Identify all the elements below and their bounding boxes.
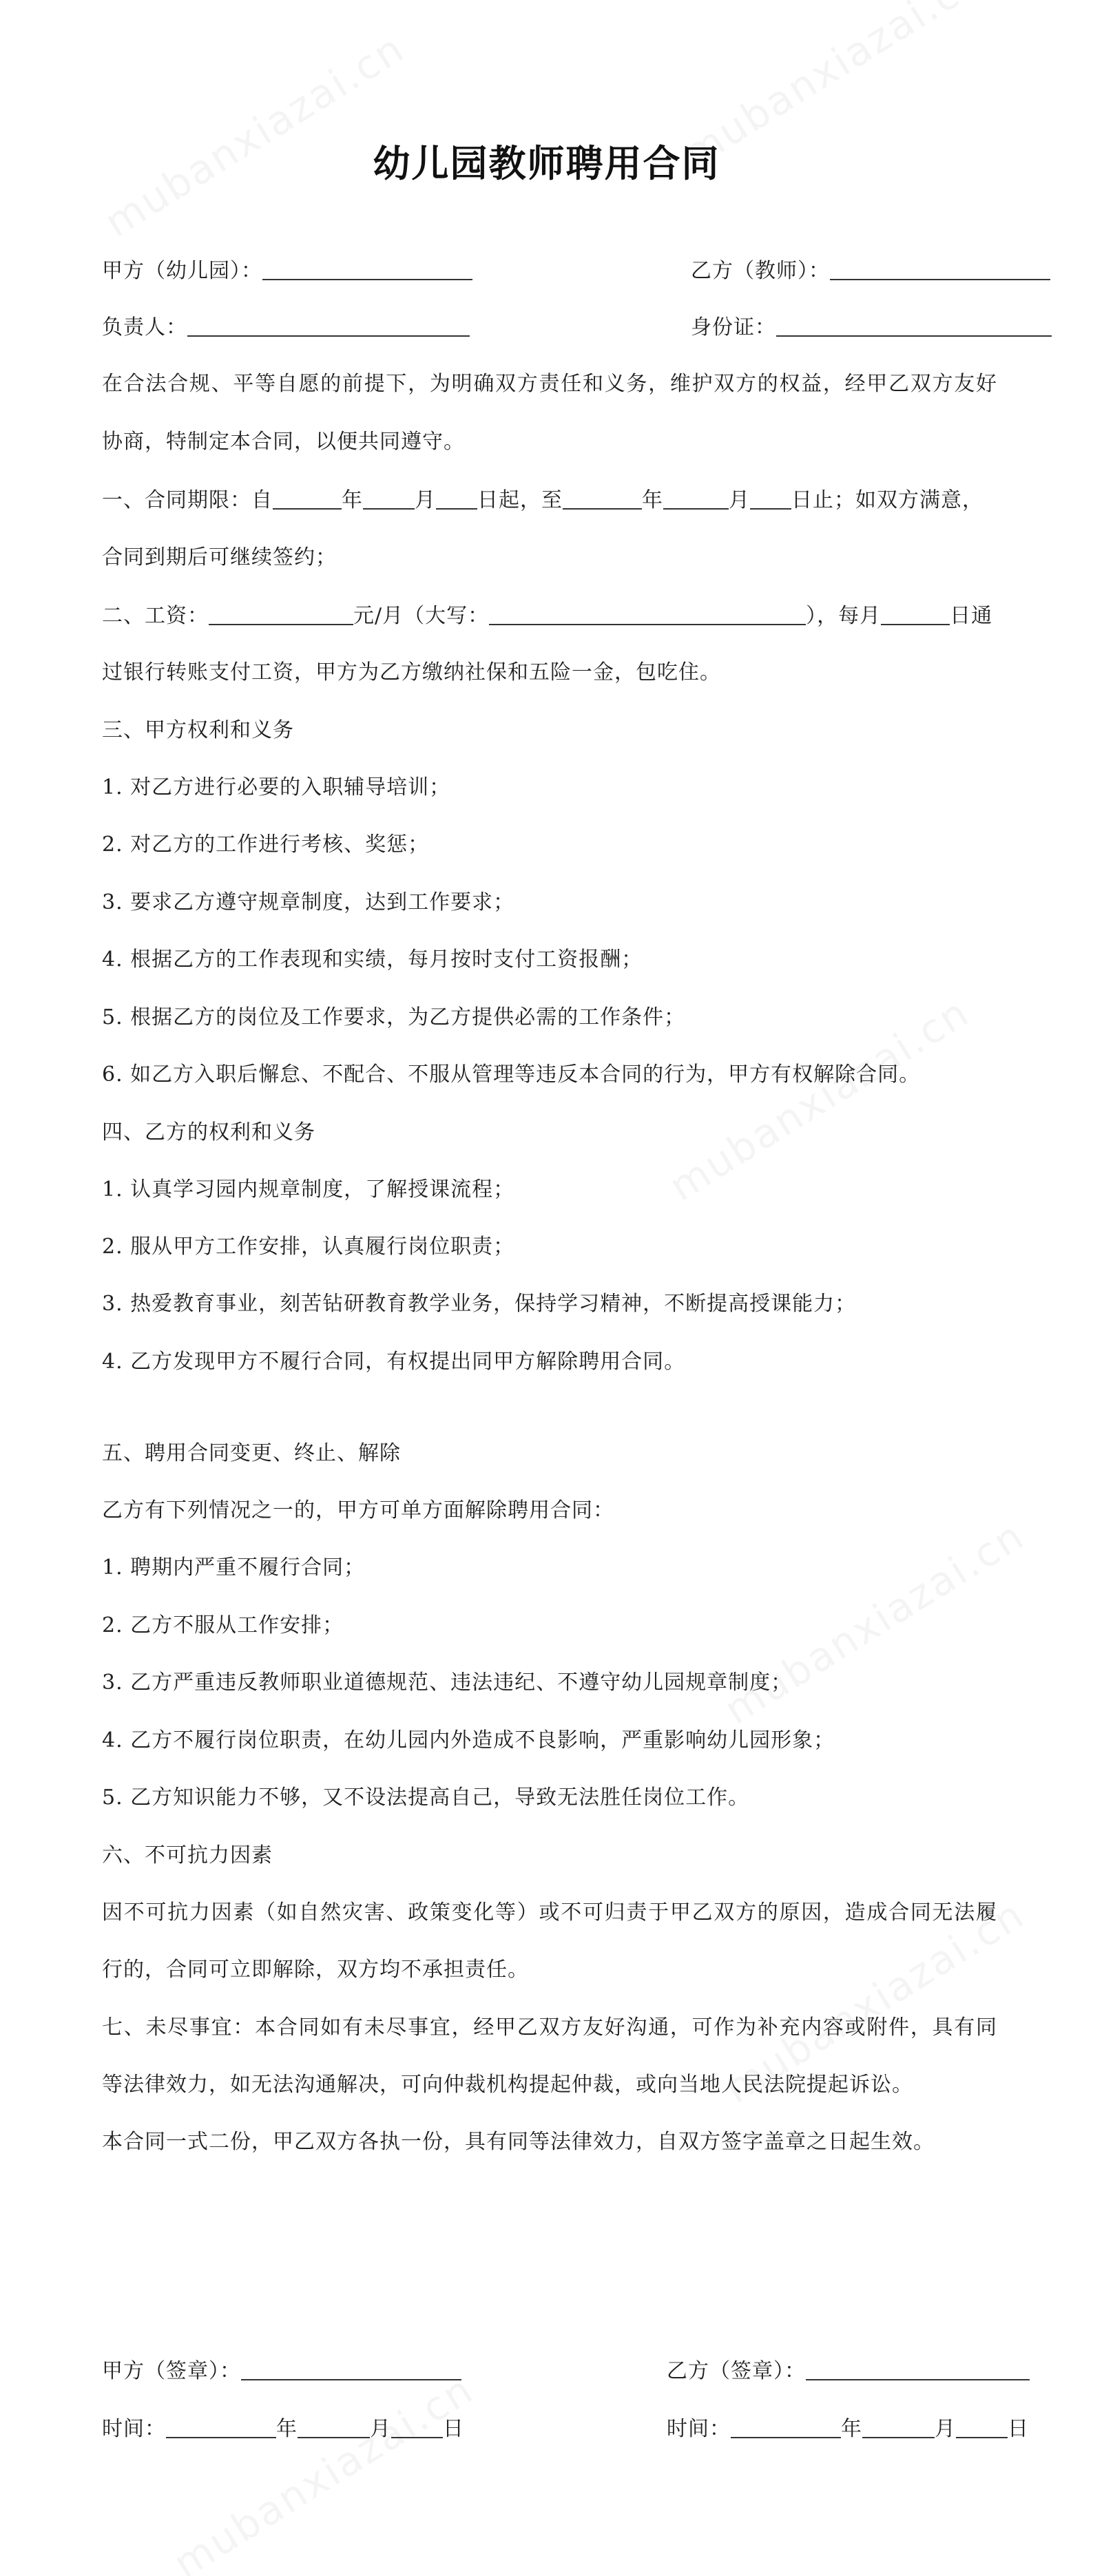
term-start-day-field[interactable] xyxy=(436,488,477,510)
term-start-month-field[interactable] xyxy=(363,488,415,510)
paragraph-line: 行的，合同可立即解除，双方均不承担责任。 xyxy=(102,1958,529,1982)
year-text: 年 xyxy=(841,2417,862,2441)
principal-label: 负责人： xyxy=(102,315,187,339)
list-item: 2. 服从甲方工作安排，认真履行岗位职责； xyxy=(102,1235,515,1259)
term-year-text: 年 xyxy=(642,488,663,512)
salary-unit-text: 元/月（大写： xyxy=(353,604,490,628)
term-month-text: 月 xyxy=(729,488,750,512)
year-text: 年 xyxy=(276,2417,298,2441)
id-group xyxy=(691,314,1052,342)
party-a-time-label: 时间： xyxy=(102,2417,166,2441)
principal-field[interactable] xyxy=(187,315,470,337)
party-a-month-field[interactable] xyxy=(298,2416,370,2438)
salary-uppercase-field[interactable] xyxy=(489,603,806,625)
party-b-month-field[interactable] xyxy=(862,2416,935,2438)
list-item: 3. 热爱教育事业，刻苦钻研教育教学业务，保持学习精神，不断提高授课能力； xyxy=(102,1292,857,1316)
party-b-time-label: 时间： xyxy=(667,2417,731,2441)
party-a-field[interactable] xyxy=(262,258,472,280)
list-item: 5. 根据乙方的岗位及工作要求，为乙方提供必需的工作条件； xyxy=(102,1005,686,1029)
list-item: 4. 乙方发现甲方不履行合同，有权提出同甲方解除聘用合同。 xyxy=(102,1350,686,1374)
party-b-date-group xyxy=(667,2416,1029,2443)
page-title: 幼儿园教师聘用合同 xyxy=(373,142,720,185)
salary-amount-field[interactable] xyxy=(209,603,353,625)
date-row xyxy=(102,2416,1029,2443)
month-text: 月 xyxy=(370,2417,391,2441)
paragraph-line: 等法律效力，如无法沟通解决，可向仲裁机构提起仲裁，或向当地人民法院提起诉讼。 xyxy=(102,2073,913,2097)
term-line: 合同到期后可继续签约； xyxy=(102,545,337,569)
party-b-day-field[interactable] xyxy=(956,2416,1008,2438)
term-label: 一、合同期限：自 xyxy=(102,488,273,512)
party-b-year-field[interactable] xyxy=(731,2416,841,2438)
salary-day-field[interactable] xyxy=(881,603,950,625)
paragraph-line: 因不可抗力因素（如自然灾害、政策变化等）或不可归责于甲乙双方的原因，造成合同无法履 xyxy=(102,1900,997,1925)
id-field[interactable] xyxy=(776,315,1052,337)
month-text: 月 xyxy=(935,2417,956,2441)
party-b-label: 乙方（教师）： xyxy=(691,259,830,283)
closing-statement: 本合同一式二份，甲乙双方各执一份，具有同等法律效力，自双方签字盖章之日起生效。 xyxy=(102,2130,935,2154)
list-item: 2. 乙方不服从工作安排； xyxy=(102,1613,344,1637)
party-b-sign-group xyxy=(667,2358,1030,2385)
party-a-year-field[interactable] xyxy=(166,2416,276,2438)
party-a-label: 甲方（幼儿园）： xyxy=(102,259,262,283)
party-b-sign-label: 乙方（签章）： xyxy=(667,2359,806,2383)
list-item: 6. 如乙方入职后懈怠、不配合、不服从管理等违反本合同的行为，甲方有权解除合同。 xyxy=(102,1062,921,1087)
list-item: 1. 聘期内严重不履行合同； xyxy=(102,1556,366,1580)
term-year-text: 年 xyxy=(342,488,363,512)
party-a-sign-label: 甲方（签章）： xyxy=(102,2359,241,2383)
salary-payday-text: ），每月 xyxy=(806,604,882,628)
term-end-year-field[interactable] xyxy=(563,488,642,510)
signature-row xyxy=(102,2358,997,2385)
list-item: 5. 乙方知识能力不够，又不设法提高自己，导致无法胜任岗位工作。 xyxy=(102,1786,750,1810)
salary-line: 过银行转账支付工资，甲方为乙方缴纳社保和五险一金，包吃住。 xyxy=(102,660,721,684)
salary-tail-text: 日通 xyxy=(950,604,993,628)
term-start-year-field[interactable] xyxy=(273,488,342,510)
party-b-field[interactable] xyxy=(830,258,1050,280)
section-heading: 五、聘用合同变更、终止、解除 xyxy=(102,1441,401,1465)
salary-line xyxy=(102,603,997,630)
day-text: 日 xyxy=(1008,2417,1029,2441)
list-item: 1. 认真学习园内规章制度，了解授课流程； xyxy=(102,1177,515,1202)
section-heading: 三、甲方权利和义务 xyxy=(102,718,294,742)
party-b-sign-field[interactable] xyxy=(806,2358,1030,2380)
term-to-text: 日止；如双方满意， xyxy=(791,488,983,512)
term-from-text: 日起，至 xyxy=(477,488,563,512)
section-heading: 四、乙方的权利和义务 xyxy=(102,1120,315,1144)
party-b-group xyxy=(691,258,1050,285)
list-item: 1. 对乙方进行必要的入职辅导培训； xyxy=(102,775,451,799)
term-line xyxy=(102,487,997,514)
section-intro: 乙方有下列情况之一的，甲方可单方面解除聘用合同： xyxy=(102,1498,614,1522)
principal-row xyxy=(102,314,997,342)
day-text: 日 xyxy=(443,2417,464,2441)
list-item: 2. 对乙方的工作进行考核、奖惩； xyxy=(102,833,430,857)
list-item: 3. 要求乙方遵守规章制度，达到工作要求； xyxy=(102,890,515,914)
preamble-line: 在合法合规、平等自愿的前提下，为明确双方责任和义务，维护双方的权益，经甲乙双方友好 xyxy=(102,372,997,396)
list-item: 4. 乙方不履行岗位职责，在幼儿园内外造成不良影响，严重影响幼儿园形象； xyxy=(102,1728,835,1752)
term-end-month-field[interactable] xyxy=(663,488,729,510)
party-a-sign-field[interactable] xyxy=(241,2358,461,2380)
watermark xyxy=(165,2365,482,2576)
preamble-line: 协商，特制定本合同，以便共同遵守。 xyxy=(102,430,465,454)
salary-label: 二、工资： xyxy=(102,604,209,628)
list-item: 3. 乙方严重违反教师职业道德规范、违法违纪、不遵守幼儿园规章制度； xyxy=(102,1671,793,1695)
paragraph-line: 七、未尽事宜：本合同如有未尽事宜，经甲乙双方友好沟通，可作为补充内容或附件，具有同 xyxy=(102,2015,997,2040)
party-a-day-field[interactable] xyxy=(391,2416,443,2438)
list-item: 4. 根据乙方的工作表现和实绩，每月按时支付工资报酬； xyxy=(102,947,643,972)
id-label: 身份证： xyxy=(691,315,776,339)
section-heading: 六、不可抗力因素 xyxy=(102,1843,273,1867)
party-row xyxy=(102,258,997,285)
term-month-text: 月 xyxy=(415,488,436,512)
term-end-day-field[interactable] xyxy=(750,488,791,510)
